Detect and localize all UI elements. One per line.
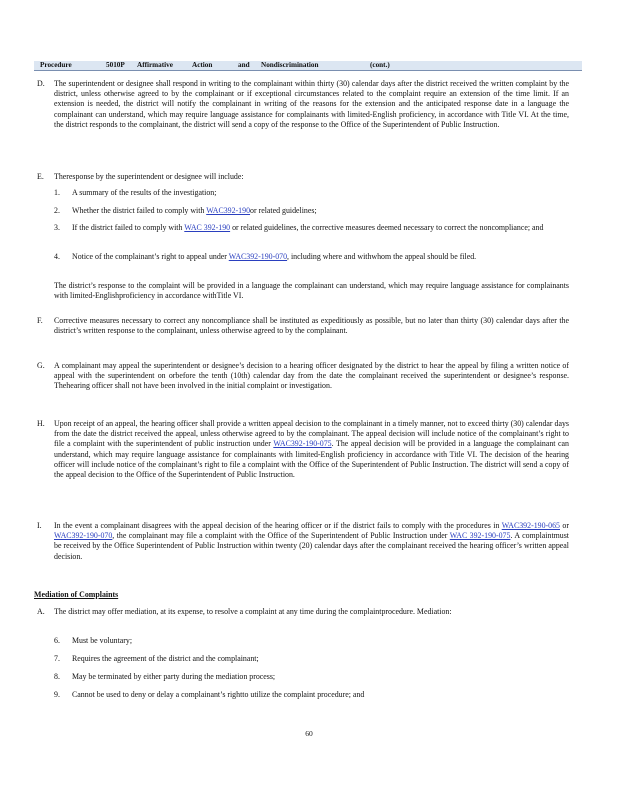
mediation-item-a	[54, 607, 569, 617]
item-i	[54, 521, 569, 562]
response-language-text: The district’s response to the complaint will be provided in a language the complainant can understand, which may require language assistance for complainants with limited-Englishproficiency in accordance withTitle VI.	[54, 281, 569, 301]
sub-item-4	[72, 252, 569, 262]
item-f	[54, 316, 569, 336]
item-i-text-d: . A complaintmust be received by the Office Superintendent of Public Instruction within twenty (20) calendar days after the complainant received the hearing officer’s written appeal decision.	[54, 531, 569, 561]
header-number: 5010P	[106, 61, 125, 69]
item-i-text-a: In the event a complainant disagrees with the appeal decision of the hearing officer or if the district fails to comply with the procedures in	[54, 521, 502, 530]
header-word-2: Action	[192, 61, 213, 69]
sub-label-3: 3.	[54, 223, 60, 232]
sub-label-1: 1.	[54, 188, 60, 197]
mediation-label-7: 7.	[54, 654, 60, 663]
mediation-item-6-text: Must be voluntary;	[72, 636, 133, 645]
sub-item-3-text-a: If the district failed to comply with	[72, 223, 185, 232]
sub-item-1-text: A summary of the results of the investigation;	[72, 188, 217, 197]
mediation-label-6: 6.	[54, 636, 60, 645]
mediation-label-a: A.	[37, 607, 45, 616]
item-h-text-b: . The appeal decision will be provided in a language the complainant can understand, which may require language assistance for complainants with limited-English proficiency in accordance with Title VI. The decision of the hearing officer will include notice of the complainant’s right to file a complaint with the Office of the Superintendent of Public Instruction. The district will send a copy of the appeal decision to the Office of the Superintendent of Public Instruction.	[54, 439, 569, 480]
item-label-i: I.	[37, 521, 42, 530]
sub-item-2	[72, 206, 569, 216]
item-d	[54, 79, 569, 130]
mediation-item-7-text: Requires the agreement of the district and the complainant;	[72, 654, 259, 663]
mediation-item-9-text: Cannot be used to deny or delay a complainant’s rightto utilize the complaint procedure; and	[72, 690, 365, 699]
item-label-g: G.	[37, 361, 45, 370]
mediation-item-6	[72, 636, 569, 646]
item-h-text-a: Upon receipt of an appeal, the hearing officer shall provide a written appeal decision to the complainant in a timely manner, not to exceed thirty (30) calendar days from the date the district received the appeal, unless otherwise agreed to by the complainant. The appeal decision will include notice of the complainant’s right to file a complaint with the superintendent of public instruction under	[54, 419, 569, 449]
sub-item-1	[72, 188, 569, 198]
sub-item-4-text-b: , including where and withwhom the appeal should be filed.	[287, 252, 477, 261]
item-e	[54, 172, 569, 182]
wac-link[interactable]: WAC392-190-070	[54, 531, 113, 541]
item-label-e: E.	[37, 172, 44, 181]
item-i-text-b: or	[560, 521, 569, 530]
item-i-text-c: , the complainant may file a complaint with the Office of the Superintendent of Public Instruction under	[112, 531, 450, 541]
item-label-d: D.	[37, 79, 45, 88]
mediation-item-7	[72, 654, 569, 664]
item-f-text: Corrective measures necessary to correct any noncompliance shall be instituted as expeditiously as possible, but no later than thirty (30) calendar days after the district’s written response to the complainant, unless otherwise agreed to by the complainant.	[54, 316, 569, 336]
item-g	[54, 361, 569, 392]
wac-link[interactable]: WAC392-190	[206, 206, 251, 215]
mediation-label-9: 9.	[54, 690, 60, 699]
mediation-item-a-text: The district may offer mediation, at its expense, to resolve a complaint at any time during the complaintprocedure. Mediation:	[54, 607, 452, 616]
sub-item-3	[72, 223, 569, 233]
item-label-h: H.	[37, 419, 45, 428]
header-cont: (cont.)	[370, 61, 390, 69]
sub-item-3-text-b: or related guidelines, the corrective measures deemed necessary to correct the noncompliance; and	[230, 223, 544, 232]
sub-item-2-text-a: Whether the district failed to comply with	[72, 206, 207, 215]
page-number: 60	[305, 729, 313, 738]
sub-label-2: 2.	[54, 206, 60, 215]
sub-item-2-text-b: or related guidelines;	[250, 206, 317, 215]
wac-link[interactable]: WAC392-190-065	[501, 521, 560, 530]
wac-link[interactable]: WAC392-190-075	[273, 439, 332, 449]
header-word-3: and	[238, 61, 250, 69]
wac-link[interactable]: WAC 392-190	[184, 223, 231, 232]
header-word-1: Affirmative	[137, 61, 173, 69]
sub-label-4: 4.	[54, 252, 60, 261]
mediation-item-9	[72, 690, 569, 700]
response-language-paragraph	[54, 281, 569, 301]
mediation-item-8-text: May be terminated by either party during the mediation process;	[72, 672, 276, 681]
wac-link[interactable]: WAC 392-190-075	[449, 531, 511, 541]
item-e-text: Theresponse by the superintendent or designee will include:	[54, 172, 244, 181]
item-label-f: F.	[37, 316, 43, 325]
header-procedure: Procedure	[40, 61, 72, 69]
mediation-item-8	[72, 672, 569, 682]
mediation-label-8: 8.	[54, 672, 60, 681]
item-d-text: The superintendent or designee shall respond in writing to the complainant within thirty (30) calendar days after the district received the written complaint by the district, unless otherwise agreed to by the complainant or if exceptional circumstances related to the complaint require an extension of the time limit. If an extension is needed, the district will notify the complainant in writing of the reasons for the extension and the anticipated response date in a language the complainant can understand, which may require language assistance for complainants with limited-English proficiency, in accordance with Title VI. At the time, the district responds to the complainant, the district will send a copy of the response to the Office of the Superintendent of Public Instruction.	[54, 79, 569, 129]
header-word-4: Nondiscrimination	[261, 61, 319, 69]
procedure-header	[34, 61, 582, 71]
mediation-heading: Mediation of Complaints	[34, 590, 119, 599]
wac-link[interactable]: WAC392-190-070	[228, 252, 288, 261]
sub-item-4-text-a: Notice of the complainant’s right to appeal under	[72, 252, 229, 261]
item-g-text: A complainant may appeal the superintendent or designee’s decision to a hearing officer designated by the district to hear the appeal by filing a written notice of appeal with the superintendent on orbefore the tenth (10th) calendar day from the date the complainant received the superintendent or designee’s response. Thehearing officer shall not have been involved in the initial complaint or investigation.	[54, 361, 569, 391]
item-h	[54, 419, 569, 480]
